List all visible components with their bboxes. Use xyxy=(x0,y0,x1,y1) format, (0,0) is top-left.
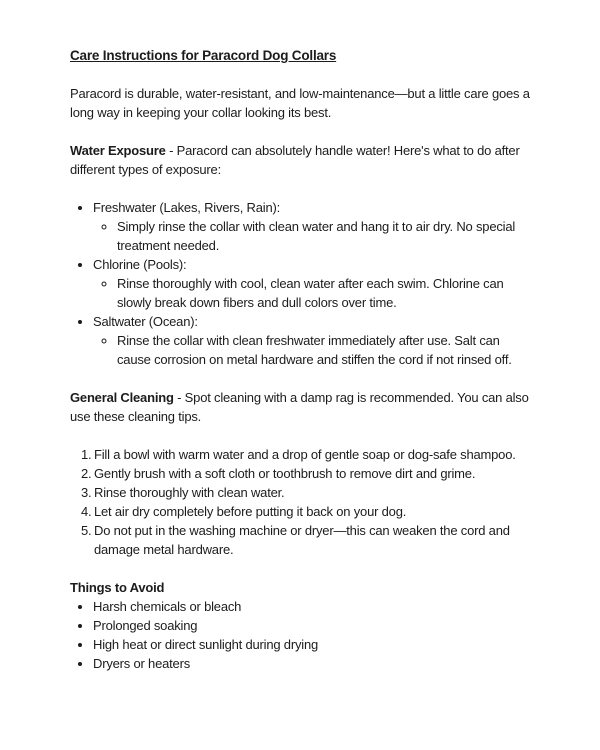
water-exposure-list xyxy=(70,198,530,369)
chlorine-sublist xyxy=(93,274,530,312)
list-subitem: ◦ Simply rinse the collar with clean water and hang it to air dry. No special treatment needed. xyxy=(117,217,530,255)
water-exposure-paragraph xyxy=(70,141,530,179)
list-subitem: ◦ Rinse thoroughly with cool, clean water after each swim. Chlorine can slowly break down fibers and dull colors over time. xyxy=(117,274,530,312)
cleaning-step: Gently brush with a soft cloth or toothbrush to remove dirt and grime. xyxy=(94,466,476,481)
list-item-freshwater xyxy=(93,198,530,255)
list-item-label: Saltwater (Ocean): xyxy=(93,314,198,329)
list-item-saltwater xyxy=(93,312,530,369)
cleaning-step: Do not put in the washing machine or dryer—this can weaken the cord and damage metal hardware. xyxy=(94,523,510,557)
avoid-item: • Dryers or heaters xyxy=(93,654,530,673)
water-exposure-lead: - Paracord can absolutely handle water! Here's what to do after different types of exposure: xyxy=(70,143,520,177)
cleaning-step: Rinse thoroughly with clean water. xyxy=(94,485,285,500)
cleaning-step: Fill a bowl with warm water and a drop of gentle soap or dog-safe shampoo. xyxy=(94,447,516,462)
list-item-label: Chlorine (Pools): xyxy=(93,257,187,272)
list-item-chlorine xyxy=(93,255,530,312)
saltwater-sublist xyxy=(93,331,530,369)
general-cleaning-lead: - Spot cleaning with a damp rag is recommended. You can also use these cleaning tips. xyxy=(70,390,529,424)
general-cleaning-heading: General Cleaning xyxy=(70,390,174,405)
water-exposure-heading: Water Exposure xyxy=(70,143,166,158)
avoid-item: • Prolonged soaking xyxy=(93,616,530,635)
intro-paragraph: Paracord is durable, water-resistant, and low-maintenance—but a little care goes a long way in keeping your collar looking its best. xyxy=(70,86,530,120)
cleaning-steps-list xyxy=(70,445,530,559)
avoid-item: • High heat or direct sunlight during drying xyxy=(93,635,530,654)
list-item-label: Freshwater (Lakes, Rivers, Rain): xyxy=(93,200,281,215)
freshwater-sublist xyxy=(93,217,530,255)
things-to-avoid-heading: Things to Avoid xyxy=(70,580,165,595)
things-to-avoid-list xyxy=(70,597,530,673)
cleaning-step: Let air dry completely before putting it back on your dog. xyxy=(94,504,407,519)
general-cleaning-paragraph xyxy=(70,388,530,426)
page-title: Care Instructions for Paracord Dog Collars xyxy=(70,48,337,63)
list-subitem: ◦ Rinse the collar with clean freshwater immediately after use. Salt can cause corrosion on metal hardware and stiffen the cord if not rinsed off. xyxy=(117,331,530,369)
avoid-item: • Harsh chemicals or bleach xyxy=(93,597,530,616)
